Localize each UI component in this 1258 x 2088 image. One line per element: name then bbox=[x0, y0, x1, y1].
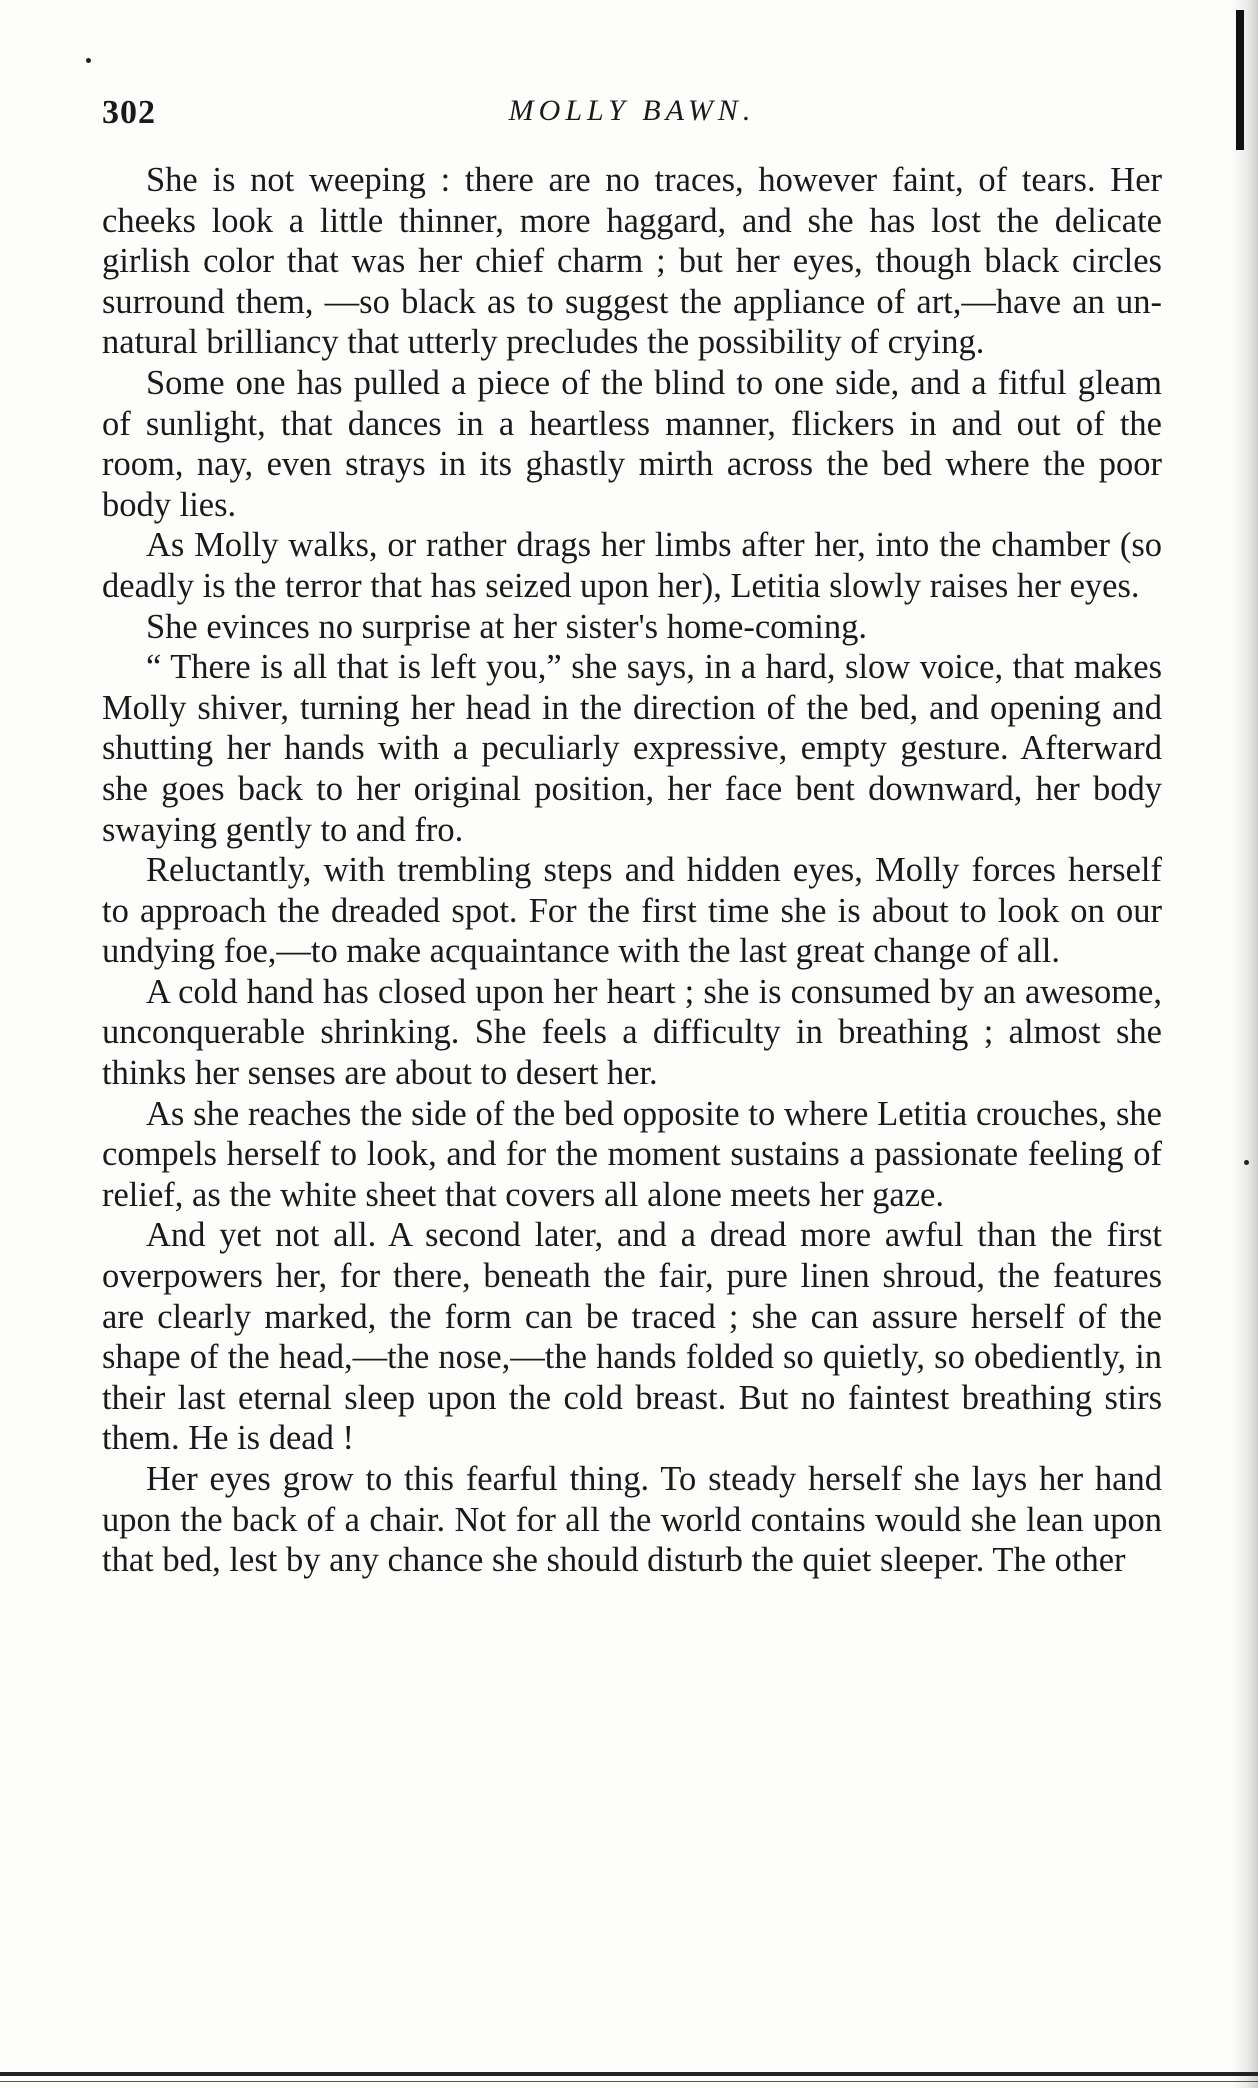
page-number: 302 bbox=[102, 94, 156, 131]
paragraph: She is not weeping : there are no traces, however faint, of tears. Her cheeks look a little thinner, more haggard, and she has lost the delicate girlish color that was her chief charm ; but her eyes, though black circles surround them, —so black as to suggest the appliance of art,—have an unnatural brilliancy that utterly precludes the possibility of crying. bbox=[102, 161, 1162, 362]
ink-speck bbox=[86, 58, 91, 63]
paragraph: A cold hand has closed upon her heart ; she is consumed by an awesome, unconquerable shrinking. She feels a difficulty in breathing ; almost she thinks her senses are about to desert her. bbox=[102, 972, 1162, 1093]
paragraph: As Molly walks, or rather drags her limbs after her, into the chamber (so deadly is the terror that has seized upon her), Letitia slowly raises her eyes. bbox=[102, 526, 1162, 605]
binding-mark bbox=[1236, 10, 1244, 150]
binding-shadow bbox=[1232, 0, 1258, 2088]
bottom-rule bbox=[0, 2072, 1258, 2076]
paragraph: Some one has pulled a piece of the blind to one side, and a fitful gleam of sunlight, that dances in a heartless manner, flickers in and out of the room, nay, even strays in its ghastly mirth across the bed where the poor body lies. bbox=[102, 363, 1162, 524]
bottom-rule-thin bbox=[0, 2081, 1258, 2082]
paragraph: Reluctantly, with trembling steps and hidden eyes, Molly forces herself to approach the dreaded spot. For the first time she is about to look on our undying foe,—to make acquaintance with the last great change of all. bbox=[102, 851, 1162, 971]
paragraph: “ There is all that is left you,” she says, in a hard, slow voice, that makes Molly shiver, turning her head in the direction of the bed, and opening and shutting her hands with a peculiarly expressive, empty gesture. Afterward she goes back to her original position, her face bent downward, her body swaying gently to and fro. bbox=[102, 648, 1162, 849]
paragraph: And yet not all. A second later, and a dread more awful than the first overpowers her, for there, beneath the fair, pure linen shroud, the features are clearly marked, the form can be traced ; she can assure herself of the shape of the head,—the nose,—the hands folded so quietly, so obediently, in their last eternal sleep upon the cold breast. But no faintest breathing stirs them. He is dead ! bbox=[102, 1216, 1162, 1458]
paragraph: As she reaches the side of the bed opposite to where Letitia crouches, she compels herself to look, and for the moment sustains a passionate feeling of relief, as the white sheet that covers all alone meets her gaze. bbox=[102, 1094, 1162, 1214]
paragraph: She evinces no surprise at her sister's home-coming. bbox=[146, 607, 867, 646]
ink-speck bbox=[1244, 1160, 1249, 1165]
paragraph: Her eyes grow to this fearful thing. To steady herself she lays her hand upon the back of a chair. Not for all the world contains would she lean upon that bed, lest by any chance she should disturb the quiet sleeper. The other bbox=[102, 1460, 1162, 1580]
running-title: MOLLY BAWN. bbox=[508, 94, 756, 127]
body-text bbox=[102, 160, 1162, 1581]
running-head bbox=[102, 94, 1162, 134]
